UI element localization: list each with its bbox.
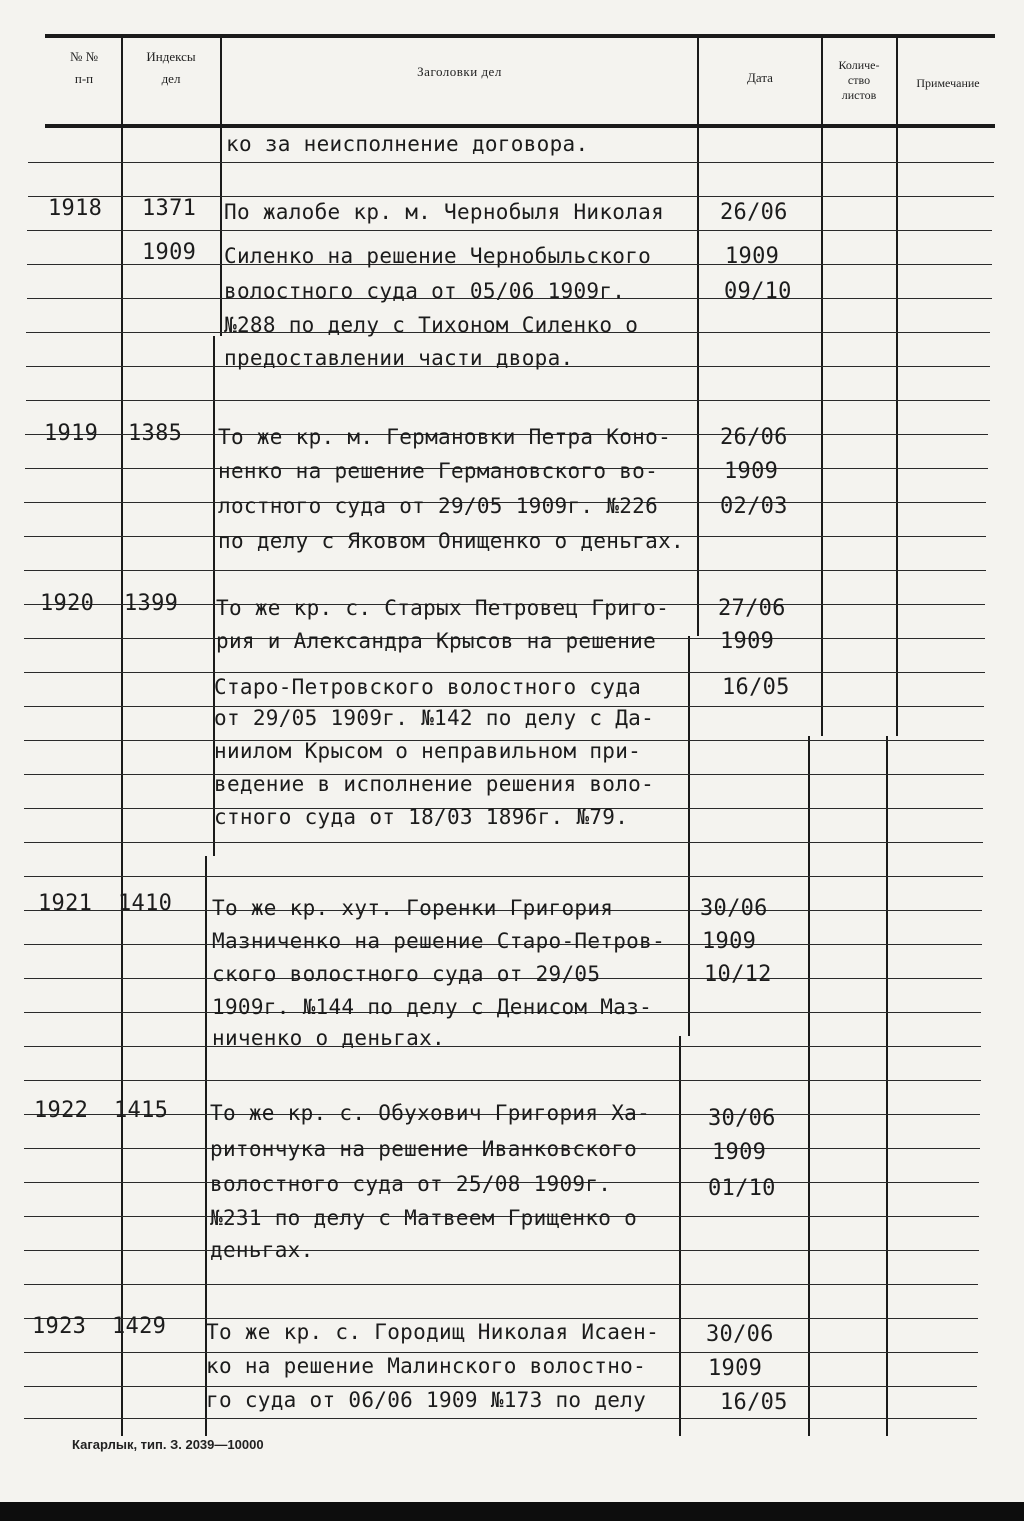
entry-1920-line-5: ниилом Крысом о неправильном при- [214, 739, 642, 763]
column-divider-3b [688, 636, 690, 1036]
entry-1921-line-3: ского волостного суда от 29/05 [212, 962, 601, 986]
header-date: Дата [747, 70, 773, 85]
entry-1921-line-5: ниченко о деньгах. [212, 1026, 445, 1050]
column-divider-2 [220, 36, 222, 336]
entry-1922-line-4: №231 по делу с Матвеем Грищенко о [210, 1206, 638, 1230]
column-divider-2c [205, 856, 207, 1436]
header-sheets [822, 58, 896, 103]
ruled-line [27, 230, 992, 231]
entry-1922-date-2: 1909 [712, 1140, 767, 1165]
ruled-line [24, 1352, 978, 1353]
ruled-line [24, 1318, 978, 1319]
ruled-line [24, 842, 983, 843]
entry-1918-line-3: волостного суда от 05/06 1909г. [224, 279, 626, 303]
column-divider-3c [679, 1036, 681, 1436]
entry-1919-line-2: ненко на решение Германовского во- [218, 459, 659, 483]
entry-1922-date-1: 30/06 [708, 1106, 776, 1131]
entry-1923-date-2: 1909 [708, 1356, 763, 1381]
header-sheets-line3: листов [841, 88, 877, 102]
entry-1918-line-5: предоставлении части двора. [224, 346, 574, 370]
entry-1920-line-4: от 29/05 1909г. №142 по делу с Да- [214, 706, 655, 730]
header-top-rule [45, 34, 995, 38]
entry-1919-line-1: То же кр. м. Германовки Петра Коно- [218, 425, 672, 449]
entry-1921-line-4: 1909г. №144 по делу с Денисом Маз- [212, 995, 653, 1019]
entry-1922-line-5: деньгах. [210, 1238, 314, 1262]
entry-1920-date-1: 27/06 [718, 596, 786, 621]
header-number-line2: п-п [74, 71, 94, 86]
ruled-line [24, 672, 985, 673]
entry-1920-line-6: ведение в исполнение решения воло- [214, 772, 655, 796]
scan-edge [0, 1502, 1024, 1521]
entry-1921-date-2: 1909 [702, 929, 757, 954]
ruled-line [24, 1250, 979, 1251]
ruled-line [24, 1284, 978, 1285]
column-divider-4b [808, 736, 810, 1436]
header-sheets-line1: Количе- [838, 58, 880, 72]
entry-1919-line-4: по делу с Яковом Онищенко о деньгах. [218, 529, 684, 553]
entry-1921-line-2: Мазниченко на решение Старо-Петров- [212, 929, 666, 953]
entry-1918-index-1: 1371 [142, 196, 197, 221]
carryover-text: ко за неисполнение договора. [226, 132, 589, 156]
entry-1922-line-3: волостного суда от 25/08 1909г. [210, 1172, 612, 1196]
ruled-line [24, 570, 986, 571]
entry-1918-line-2: Силенко на решение Чернобыльского [224, 244, 652, 268]
header-index-line2: дел [161, 71, 181, 86]
entry-1923-line-2: ко на решение Малинского волостно- [206, 1354, 647, 1378]
entry-1922-index-1: 1415 [114, 1098, 169, 1123]
column-divider-5b [886, 736, 888, 1436]
ruled-line [24, 1386, 977, 1387]
ruled-line [24, 1046, 981, 1047]
ruled-line [24, 876, 983, 877]
entry-1923-line-1: То же кр. с. Городищ Николая Исаен- [206, 1320, 660, 1344]
entry-1918-date-2: 1909 [725, 244, 780, 269]
entry-1918-line-1: По жалобе кр. м. Чернобыля Николая [224, 200, 665, 224]
printer-imprint: Кагарлык, тип. З. 2039—10000 [72, 1437, 264, 1452]
entry-1918-number: 1918 [48, 196, 103, 221]
header-sheets-line2: ство [847, 73, 871, 87]
ruled-line [24, 1080, 981, 1081]
entry-1923-line-3: го суда от 06/06 1909 №173 по делу [206, 1388, 647, 1412]
ruled-line [24, 1418, 977, 1419]
header-number [45, 46, 123, 90]
entry-1919-date-3: 02/03 [720, 494, 788, 519]
column-divider-3 [697, 36, 699, 636]
ruled-line [28, 162, 994, 163]
entry-1921-index-1: 1410 [118, 891, 173, 916]
entry-1918-line-4: №288 по делу с Тихоном Силенко о [224, 313, 639, 337]
entry-1922-date-3: 01/10 [708, 1176, 776, 1201]
entry-1923-index-1: 1429 [112, 1314, 167, 1339]
header-index-line1: Индексы [146, 49, 196, 64]
entry-1920-date-2: 1909 [720, 629, 775, 654]
entry-1920-line-3: Старо-Петровского волостного суда [214, 675, 642, 699]
entry-1918-index-2: 1909 [142, 240, 197, 265]
entry-1919-date-1: 26/06 [720, 425, 788, 450]
entry-1920-index-1: 1399 [124, 591, 179, 616]
entry-1919-number: 1919 [44, 421, 99, 446]
entry-1921-date-3: 10/12 [704, 962, 772, 987]
entry-1920-line-2: рия и Александра Крысов на решение [216, 629, 657, 653]
entry-1919-date-2: 1909 [724, 459, 779, 484]
entry-1922-line-2: ритончука на решение Иванковского [210, 1137, 638, 1161]
entry-1921-number: 1921 [38, 891, 93, 916]
entry-1923-date-3: 16/05 [720, 1390, 788, 1415]
header-title: Заголовки дел [417, 64, 502, 79]
entry-1919-line-3: лостного суда от 29/05 1909г. №226 [218, 494, 659, 518]
entry-1922-number: 1922 [34, 1098, 89, 1123]
entry-1923-date-1: 30/06 [706, 1322, 774, 1347]
entry-1922-line-1: То же кр. с. Обухович Григория Ха- [210, 1101, 651, 1125]
entry-1918-date-1: 26/06 [720, 200, 788, 225]
ruled-line [26, 400, 990, 401]
entry-1921-date-1: 30/06 [700, 896, 768, 921]
column-divider-4 [821, 36, 823, 736]
entry-1920-number: 1920 [40, 591, 95, 616]
entry-1920-line-1: То же кр. с. Старых Петровец Григо- [216, 596, 670, 620]
entry-1920-line-7: стного суда от 18/03 1896г. №79. [214, 805, 629, 829]
entry-1920-date-3: 16/05 [722, 675, 790, 700]
header-number-line1: № № [69, 49, 99, 64]
header-index [122, 46, 220, 90]
entry-1921-line-1: То же кр. хут. Горенки Григория [212, 896, 614, 920]
entry-1919-index-1: 1385 [128, 421, 183, 446]
column-divider-5 [896, 36, 898, 736]
column-divider-1 [121, 36, 123, 1436]
header-note: Примечание [916, 76, 980, 90]
header-bottom-rule [45, 124, 995, 128]
entry-1923-number: 1923 [32, 1314, 87, 1339]
entry-1918-date-3: 09/10 [724, 279, 792, 304]
